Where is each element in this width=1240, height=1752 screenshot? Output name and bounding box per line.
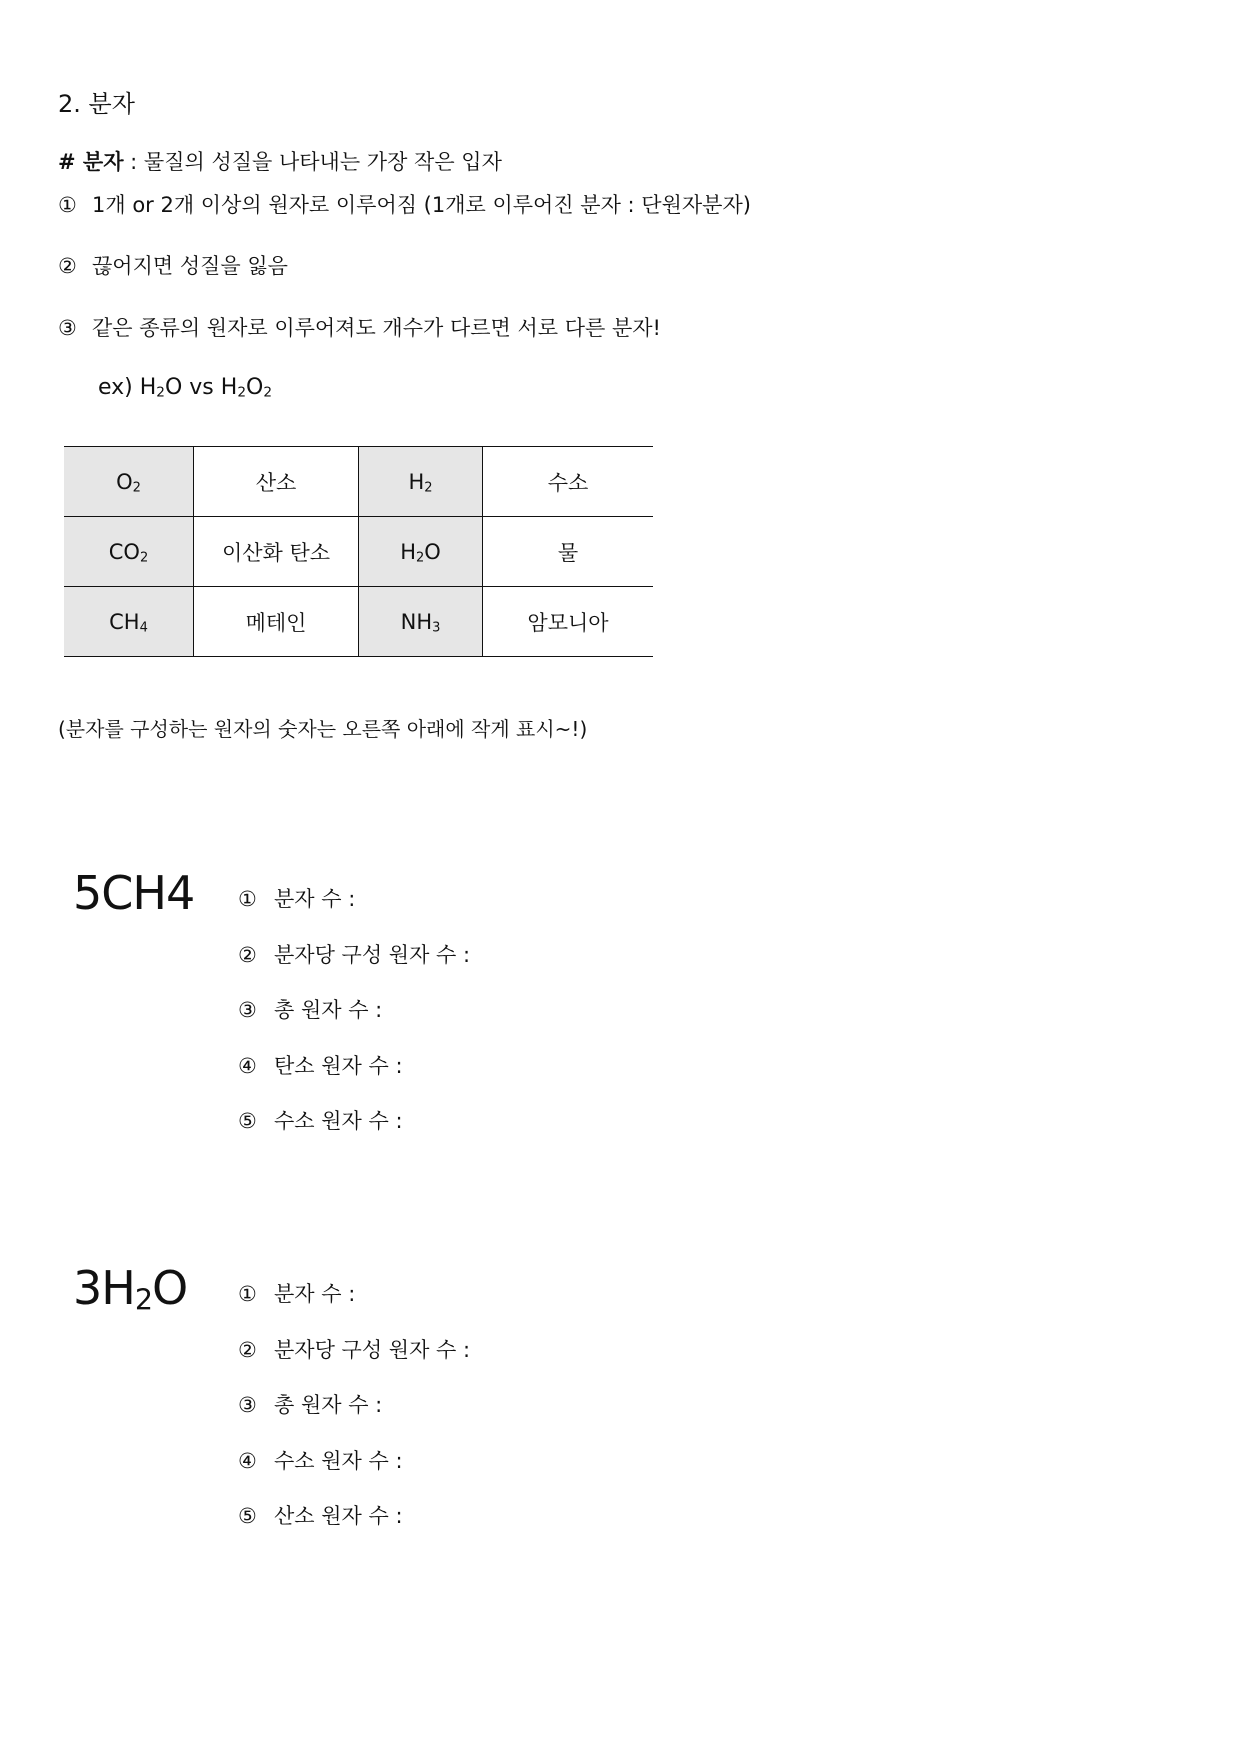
point-2	[58, 250, 288, 280]
exercise-2-questions	[238, 1278, 470, 1556]
molecule-table	[64, 446, 653, 657]
formula-cell: $H_2$	[359, 447, 483, 517]
exercise-1-formula: 5CH4	[73, 866, 195, 920]
definition-separator: :	[123, 150, 144, 174]
exercise-2-formula: $3H_2O$	[73, 1261, 188, 1317]
point-text: 같은 종류의 원자로 이루어져도 개수가 다르면 서로 다른 분자!	[92, 316, 661, 340]
table-row	[64, 587, 653, 657]
exercise-1-questions	[238, 883, 470, 1161]
question-item: ③ 총 원자 수 :	[238, 998, 383, 1022]
name-cell: 산소	[194, 447, 359, 517]
example-formula-b: $H_2O_2$	[220, 375, 272, 401]
name-cell: 물	[483, 517, 654, 587]
definition-term: # 분자	[58, 150, 124, 174]
formula-cell: $CO_2$	[64, 517, 194, 587]
example-prefix: ex)	[98, 375, 140, 400]
section-title: 2. 분자	[58, 90, 135, 118]
definition-text: 물질의 성질을 나타내는 가장 작은 입자	[143, 150, 502, 174]
question-item: ② 분자당 구성 원자 수 :	[238, 942, 471, 967]
formula-cell: $CH_4$	[64, 587, 194, 657]
formula-cell: $O_2$	[64, 447, 194, 517]
example-formula-a: $H_2O$	[139, 375, 183, 401]
subscript-note: (분자를 구성하는 원자의 숫자는 오른쪽 아래에 작게 표시~!)	[58, 717, 588, 741]
question-item: ④ 탄소 원자 수 :	[238, 1053, 403, 1078]
formula-cell: $H_2O$	[359, 517, 483, 587]
example-line	[98, 375, 272, 400]
example-vs: vs	[182, 375, 221, 400]
circled-number-2: ②	[58, 254, 77, 278]
circled-number-3: ③	[58, 316, 77, 340]
question-item: ⑤ 산소 원자 수 :	[238, 1504, 403, 1528]
question-item: ② 분자당 구성 원자 수 :	[238, 1337, 471, 1362]
question-item: ⑤ 수소 원자 수 :	[238, 1109, 403, 1133]
name-cell: 이산화 탄소	[194, 517, 359, 587]
circled-number-1: ①	[58, 193, 77, 217]
table-row	[64, 447, 653, 517]
formula-cell: $NH_3$	[359, 587, 483, 657]
definition-line	[58, 146, 502, 176]
point-3	[58, 312, 661, 342]
name-cell: 암모니아	[483, 587, 654, 657]
point-text: 1개 or 2개 이상의 원자로 이루어짐 (1개로 이루어진 분자 : 단원자분자)	[92, 193, 751, 217]
question-item: ① 분자 수 :	[238, 1282, 356, 1306]
question-item: ③ 총 원자 수 :	[238, 1393, 383, 1417]
point-1	[58, 189, 751, 219]
name-cell: 메테인	[194, 587, 359, 657]
point-text: 끊어지면 성질을 잃음	[92, 254, 288, 278]
name-cell: 수소	[483, 447, 654, 517]
question-item: ④ 수소 원자 수 :	[238, 1448, 403, 1473]
question-item: ① 분자 수 :	[238, 887, 356, 911]
table-row	[64, 517, 653, 587]
